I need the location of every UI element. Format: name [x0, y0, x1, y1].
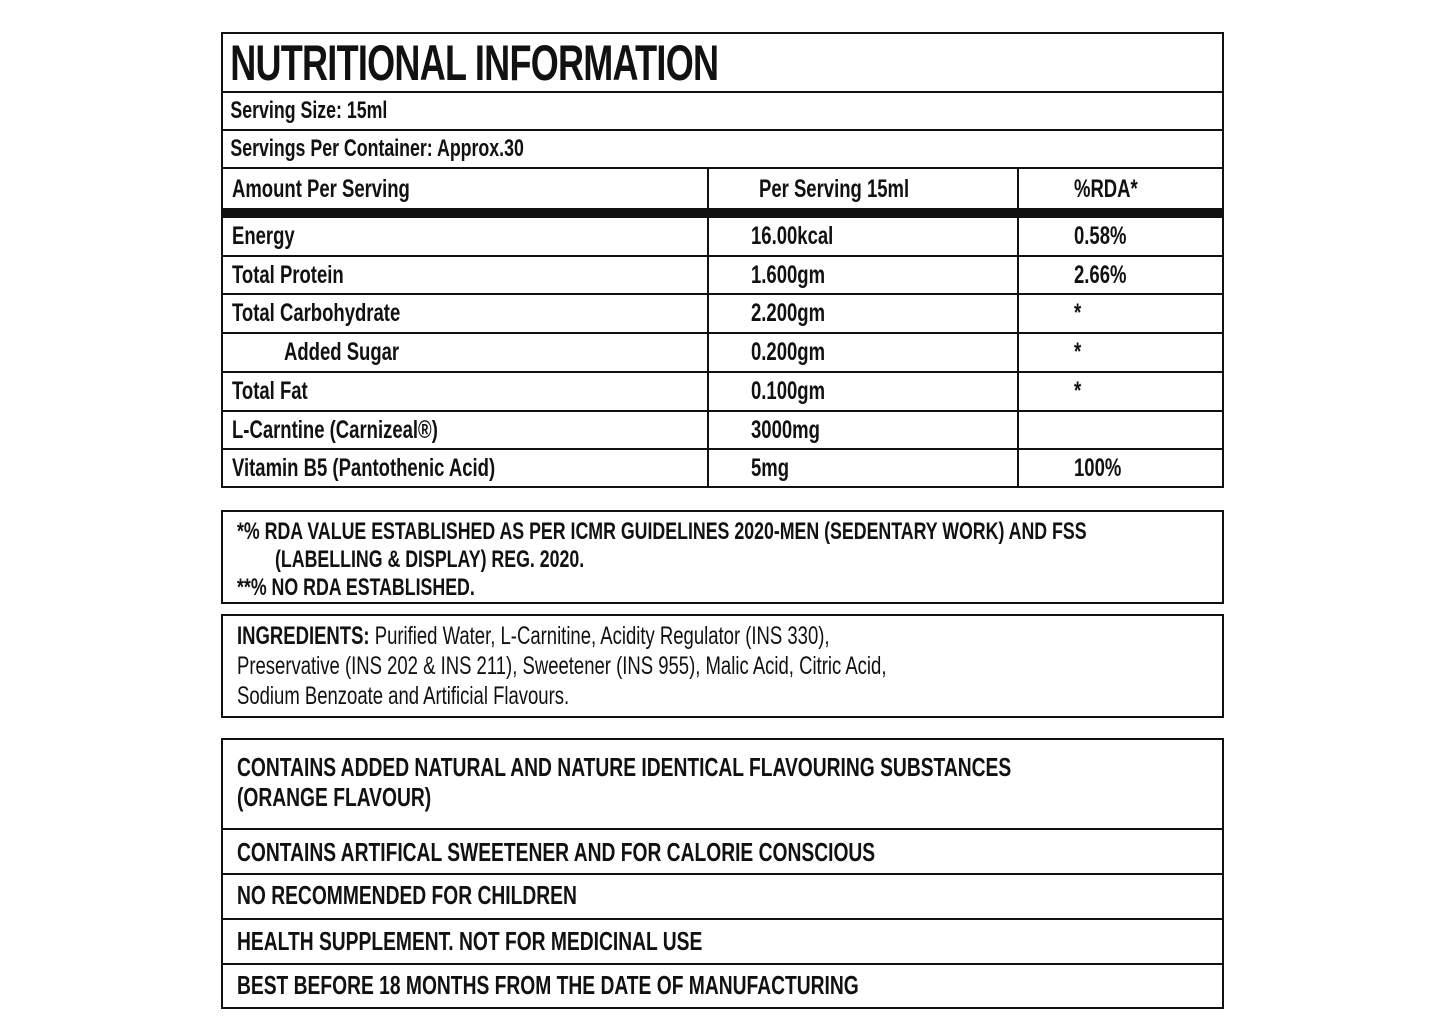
nutrient-name: Total Carbohydrate [232, 299, 401, 327]
header-rda-cell [1017, 169, 1222, 209]
table-row [223, 295, 1222, 334]
ingredients-line: Preservative (INS 202 & INS 211), Sweetener (INS 955), Malic Acid, Citric Acid, [237, 652, 887, 680]
nutrient-name-cell [223, 334, 707, 371]
sweetener-statement: CONTAINS ARTIFICAL SWEETENER AND FOR CALORIE CONSCIOUS [237, 837, 876, 867]
servings-per-container: Servings Per Container: Approx.30 [230, 135, 524, 162]
nutrient-rda-cell [1017, 450, 1222, 486]
nutrient-value-cell [707, 412, 1017, 448]
nutrient-value: 1.600gm [751, 260, 826, 289]
nutrient-rda: * [1074, 338, 1082, 366]
nutrient-rda: 100% [1074, 453, 1122, 482]
children-statement-row [223, 875, 1222, 920]
nutrient-name: Vitamin B5 (Pantothenic Acid) [232, 453, 496, 482]
flavour-statement-detail: (ORANGE FLAVOUR) [237, 782, 432, 812]
nutrient-name: Total Protein [232, 260, 344, 289]
ingredients-box [221, 614, 1224, 718]
flavour-statement-row [223, 740, 1222, 830]
table-row [223, 257, 1222, 295]
table-row [223, 373, 1222, 412]
supplement-statement-row [223, 920, 1222, 965]
table-header-row [223, 169, 1222, 209]
nutrient-value-cell [707, 334, 1017, 371]
nutrient-name: Total Fat [232, 377, 308, 405]
nutrient-name-cell [223, 450, 707, 486]
nutrient-value: 0.100gm [751, 377, 826, 405]
nutrient-name-cell [223, 412, 707, 448]
header-per-serving: Per Serving 15ml [759, 174, 910, 203]
rda-note-box [221, 510, 1224, 604]
nutrition-title-row [223, 34, 1222, 93]
nutrient-rda: * [1074, 299, 1082, 327]
nutrient-rda: 2.66% [1074, 260, 1127, 289]
ingredients-line: Sodium Benzoate and Artificial Flavours. [237, 682, 570, 710]
supplement-statement: HEALTH SUPPLEMENT. NOT FOR MEDICINAL USE [237, 926, 703, 956]
statements-box [221, 738, 1224, 1009]
flavour-statement: CONTAINS ADDED NATURAL AND NATURE IDENTICAL FLAVOURING SUBSTANCES [237, 752, 1012, 782]
nutrient-rda-cell [1017, 257, 1222, 293]
ingredients-text: Purified Water, L-Carnitine, Acidity Regulator (INS 330), [369, 622, 830, 650]
header-divider [223, 208, 1222, 218]
nutrient-rda-cell [1017, 412, 1222, 448]
serving-size-row [223, 93, 1222, 131]
sweetener-statement-row [223, 830, 1222, 875]
nutrient-value: 3000mg [751, 415, 820, 444]
ingredients-line [237, 622, 830, 651]
ingredients-label: INGREDIENTS: [237, 622, 370, 650]
nutrient-value-cell [707, 257, 1017, 293]
rda-note-line: *% RDA VALUE ESTABLISHED AS PER ICMR GUIDELINES 2020-MEN (SEDENTARY WORK) AND FSS [237, 518, 1087, 545]
best-before-statement: BEST BEFORE 18 MONTHS FROM THE DATE OF MANUFACTURING [237, 970, 859, 1000]
nutrient-value-cell [707, 218, 1017, 255]
nutrient-name-cell [223, 257, 707, 293]
nutrient-value: 16.00kcal [751, 222, 834, 250]
nutrient-value-cell [707, 450, 1017, 486]
table-row [223, 334, 1222, 373]
nutrient-name-cell [223, 373, 707, 410]
nutrient-name: Added Sugar [284, 338, 400, 366]
nutrient-value: 5mg [751, 453, 790, 482]
nutrient-rda-cell [1017, 295, 1222, 332]
nutrient-rda-cell [1017, 373, 1222, 410]
nutrient-name: Energy [232, 222, 295, 250]
nutrient-rda-cell [1017, 218, 1222, 255]
nutrition-title: NUTRITIONAL INFORMATION [230, 34, 719, 91]
nutrient-rda: * [1074, 377, 1082, 405]
nutrient-value: 2.200gm [751, 299, 826, 327]
header-per-serving-cell [707, 169, 1017, 209]
table-row [223, 450, 1222, 486]
nutrient-rda-cell [1017, 334, 1222, 371]
nutrient-value-cell [707, 373, 1017, 410]
nutrient-value-cell [707, 295, 1017, 332]
table-row [223, 218, 1222, 257]
nutrient-name: L-Carntine (Carnizeal®) [232, 415, 438, 444]
best-before-row [223, 965, 1222, 1007]
nutrient-value: 0.200gm [751, 338, 826, 366]
header-rda: %RDA* [1074, 174, 1138, 203]
serving-size: Serving Size: 15ml [230, 97, 388, 124]
nutrient-name-cell [223, 218, 707, 255]
header-amount-cell [223, 169, 707, 209]
rda-note-line: (LABELLING & DISPLAY) REG. 2020. [275, 546, 585, 573]
table-row [223, 412, 1222, 450]
children-statement: NO RECOMMENDED FOR CHILDREN [237, 880, 577, 910]
nutrient-name-cell [223, 295, 707, 332]
rda-note-line: **% NO RDA ESTABLISHED. [237, 574, 475, 601]
nutrient-rda: 0.58% [1074, 222, 1127, 250]
header-amount: Amount Per Serving [232, 174, 410, 203]
nutrition-panel [221, 32, 1224, 488]
servings-per-container-row [223, 131, 1222, 169]
